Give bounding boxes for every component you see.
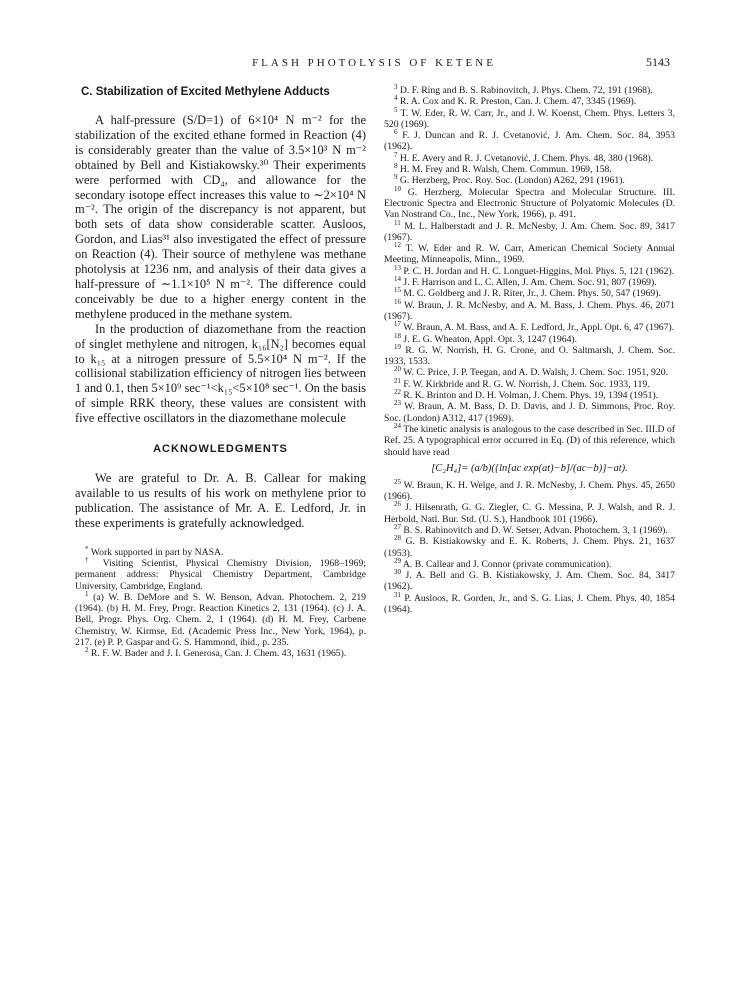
acknowledgments-paragraph: We are grateful to Dr. A. B. Callear for making available to us results of his work on methylene prior to publication. The assistance of Mr. A. E. Ledford, Jr. in these experiments is gratefully acknowledged.: [75, 471, 366, 530]
reference-item: [384, 401, 675, 424]
reference-text: G. B. Kistiakowsky and E. K. Roberts, J. Chem. Phys. 21, 1637 (1953).: [384, 536, 676, 559]
reference-text: F. J. Duncan and R. J. Cvetanović, J. Am. Chem. Soc. 84, 3953 (1962).: [384, 130, 675, 153]
reference-item: [384, 96, 675, 107]
reference-item: [384, 556, 675, 570]
reference-number: 4: [394, 94, 398, 103]
running-title: FLASH PHOTOLYSIS OF KETENE: [252, 57, 496, 69]
footnote-mark: *: [85, 544, 89, 553]
reference-item: [384, 127, 675, 153]
reference-number: 12: [394, 240, 401, 249]
reference-item: [384, 274, 675, 289]
reference-number: 3: [394, 82, 398, 91]
footnote: [75, 648, 366, 659]
reference-item: [384, 161, 675, 176]
reference-item: [384, 387, 675, 402]
footnote: [75, 555, 366, 592]
reference-list-continued: [384, 477, 676, 616]
reference-number: 22: [394, 387, 401, 396]
footnote-mark: 1: [85, 589, 89, 598]
reference-item: [384, 477, 676, 503]
reference-text: H. M. Frey and R. Walsh, Chem. Commun. 1969, 158.: [399, 164, 612, 176]
reference-number: 8: [394, 161, 398, 170]
footnote-mark: 2: [85, 646, 89, 655]
right-column: [384, 82, 676, 616]
reference-number: 21: [394, 376, 401, 385]
section-body: [75, 113, 366, 426]
reference-item: [384, 367, 675, 378]
reference-number: 17: [394, 320, 401, 328]
reference-item: [384, 331, 675, 345]
reference-item: [384, 240, 675, 266]
reference-item: [384, 288, 675, 299]
section-heading: C. Stabilization of Excited Methylene Adducts: [81, 86, 330, 98]
footnote-text: R. F. W. Bader and J. I. Generosa, Can. J. Chem. 43, 1631 (1965).: [90, 648, 347, 660]
acknowledgments-body: [75, 471, 366, 531]
reference-text: J. A. Bell and G. B. Kistiakowsky, J. Am. Chem. Soc. 84, 3417 (1962).: [384, 570, 675, 593]
reference-number: 7: [394, 150, 398, 159]
reference-number: 31: [394, 590, 401, 599]
reference-text: D. F. Ring and B. S. Rabinovitch, J. Phys. Chem. 72, 191 (1968).: [399, 85, 653, 96]
footnote-text: (a) W. B. DeMore and S. W. Benson, Advan. Photochem. 2, 219 (1964). (b) H. M. Frey, Progr. Reaction Kinetics 2, 131 (1964). (c) J. A. Bell, Progr. Phys. Org. Chem. 2, 1 (1964). (d) H. M. Frey, Carbene Chemistry, W. Kirmse, Ed. (Academic Press Inc., New York, 1964), p. 217. (e) P. P. Gaspar and G. S. Hammond, ibid., p. 235.: [75, 591, 367, 649]
reference-text: W. Braun, J. R. McNesby, and A. M. Bass, J. Chem. Phys. 46, 2071 (1967).: [384, 299, 675, 322]
reference-text: G. Herzberg, Proc. Roy. Soc. (London) A262, 291 (1961).: [399, 175, 625, 187]
reference-item: [384, 184, 675, 221]
reference-item: [384, 421, 675, 458]
reference-text: P. C. H. Jordan and H. C. Longuet-Higgins, Mol. Phys. 5, 121 (1962).: [403, 265, 675, 277]
reference-item: [384, 342, 675, 368]
reference-text: M. C. Goldberg and J. R. Riter, Jr., J. Chem. Phys. 50, 547 (1969).: [403, 288, 661, 300]
reference-text: W. C. Price, J. P. Teegan, and A. D. Walsh, J. Chem. Soc. 1951, 920.: [403, 367, 669, 379]
reference-number: 14: [394, 274, 401, 283]
reference-number: 9: [394, 173, 398, 182]
body-paragraph: In the production of diazomethane from the reaction of singlet methylene and nitrogen, k₁₆[N₂] becomes equal to k₁₅ at a nitrogen pressure of 5.5×10⁴ N m⁻². If the collisional stabilization efficiency of nitrogen lies between 1 and 0.1, then 5×10⁹ sec⁻¹<k₁₅<5×10⁸ sec⁻¹. On the basis of simple RRK theory, these values are consistent with five effective oscillators in the diazomethane molecule: [75, 321, 366, 426]
reference-item: [384, 105, 675, 131]
reference-number: 28: [394, 534, 401, 543]
reference-text: W. Braun, A. M. Bass, D. D. Davis, and J. D. Simmons, Proc. Roy. Soc. (London) A312, 417 (1969).: [384, 401, 675, 424]
equation: [C₂H₄]= (a/b)({ln[ac exp(at)−b]/(ac−b)}−at).: [431, 462, 628, 474]
reference-item: [384, 82, 675, 96]
reference-number: 16: [394, 297, 401, 306]
page-number: 5143: [646, 55, 670, 69]
reference-text: J. F. Harrison and L. C. Allen, J. Am. Chem. Soc. 91, 807 (1969).: [403, 277, 657, 289]
reference-item: [384, 502, 675, 525]
reference-number: 15: [394, 286, 401, 295]
footnote: [75, 544, 366, 558]
reference-text: B. S. Rabinovitch and D. W. Setser, Advan. Photochem. 3, 1 (1969).: [403, 524, 668, 536]
reference-number: 27: [394, 522, 401, 531]
reference-text: R. K. Brinton and D. H. Volman, J. Chem. Phys. 19, 1394 (1951).: [403, 390, 659, 402]
reference-list: [384, 82, 675, 458]
footnote-text: Work supported in part by NASA.: [90, 546, 224, 558]
reference-number: 18: [394, 331, 401, 340]
reference-item: [384, 175, 675, 186]
reference-text: R. G. W. Norrish, H. G. Crone, and O. Saltmarsh, J. Chem. Soc. 1933, 1533.: [384, 344, 675, 368]
reference-text: F. W. Kirkbride and R. G. W. Norrish, J. Chem. Soc. 1933, 119.: [403, 378, 650, 390]
reference-text: P. Ausloos, R. Gorden, Jr., and S. G. Lias, J. Chem. Phys. 40, 1854 (1964).: [384, 592, 675, 616]
reference-item: [384, 218, 675, 244]
reference-text: J. Hilsenrath, G. G. Ziegler, C. G. Messina, P. J. Walsh, and R. J. Herbold, Natl. Bur. Std. (U. S.), Handbook 101 (1966).: [384, 502, 676, 525]
reference-item: [384, 376, 675, 390]
reference-number: 30: [394, 567, 401, 576]
reference-number: 24: [394, 421, 401, 430]
body-paragraph: A half-pressure (S/D=1) of 6×10⁴ N m⁻² for the stabilization of the excited ethane formed in Reaction (4) is considerably greater than the value of 3.5×10³ N m⁻² obtained by Bell and Kistiakowsky.³⁰ Their experiments were performed with CD₄, and allowance for the secondary isotope effect increases this value to ∼2×10⁴ N m⁻². The origin of the discrepancy is not apparent, but both sets of data show considerable scatter. Ausloos, Gordon, and Lias³¹ also investigated the effect of pressure on Reaction (4). Their source of methylene was methane photolysis at 1236 nm, and analysis of their data gives a half-pressure of ∼1.1×10⁵ N m⁻². The difference could conceivably be due to a higher energy content in the methylene produced in the methane system.: [75, 113, 366, 321]
reference-number: 20: [394, 365, 401, 374]
reference-number: 13: [394, 263, 401, 272]
reference-number: 26: [394, 500, 401, 509]
reference-text: W. Braun, K. H. Welge, and J. R. McNesby, J. Chem. Phys. 45, 2650 (1966).: [384, 479, 676, 503]
reference-number: 10: [394, 184, 401, 193]
reference-text: T. W. Eder, R. W. Carr, Jr., and J. W. Koenst, Chem. Phys. Letters 3, 520 (1969).: [384, 107, 675, 130]
reference-item: [384, 263, 675, 277]
footnotes: [75, 544, 367, 660]
reference-number: 25: [394, 477, 401, 486]
footnote: [75, 589, 367, 649]
reference-text: H. E. Avery and R. J. Cvetanović, J. Chem. Phys. 48, 380 (1968).: [399, 152, 654, 164]
reference-text: R. A. Cox and K. R. Preston, Can. J. Chem. 47, 3345 (1969).: [399, 96, 637, 108]
reference-number: 23: [394, 399, 401, 408]
reference-item: [384, 297, 675, 323]
reference-number: 29: [394, 556, 401, 565]
footnote-text: Visiting Scientist, Physical Chemistry Division, 1968–1969; permanent address: Physical Chemistry Department, Cambridge University, Cambridge, England.: [75, 557, 366, 592]
acknowledgments-heading: ACKNOWLEDGMENTS: [153, 443, 288, 456]
reference-number: 11: [394, 218, 401, 227]
reference-text: M. L. Halberstadt and J. R. McNesby, J. Am. Chem. Soc. 89, 3417 (1967).: [384, 220, 675, 243]
reference-item: [384, 567, 675, 593]
reference-number: 6: [394, 127, 398, 136]
reference-number: 5: [394, 105, 398, 114]
reference-item: [384, 536, 675, 559]
reference-text: T. W. Eder and R. W. Carr, American Chemical Society Annual Meeting, Minneapolis, Minn., 1969.: [384, 243, 675, 266]
reference-number: 19: [394, 342, 401, 351]
reference-text: G. Herzberg, Molecular Spectra and Molecular Structure. III. Electronic Spectra and Electronic Structure of Polyatomic Molecules (D. Van Nostrand Co., Inc., New York, 1966), p. 491.: [384, 186, 675, 221]
reference-item: [384, 522, 675, 536]
footnote-mark: †: [85, 555, 95, 564]
reference-text: The kinetic analysis is analogous to the case described in Sec. III.D of Ref. 25. A typographical error occurred in Eq. (D) of this reference, which should have read: [384, 423, 675, 458]
reference-item: [384, 590, 675, 616]
reference-text: A. B. Callear and J. Connor (private communication).: [402, 558, 612, 570]
reference-text: J. E. G. Wheaton, Appl. Opt. 3, 1247 (1964).: [403, 333, 578, 345]
reference-item: [384, 150, 675, 164]
left-column: [75, 86, 366, 660]
reference-text: W. Braun, A. M. Bass, and A. E. Ledford, Jr., Appl. Opt. 6, 47 (1967).: [403, 322, 675, 334]
reference-item: [384, 322, 675, 333]
